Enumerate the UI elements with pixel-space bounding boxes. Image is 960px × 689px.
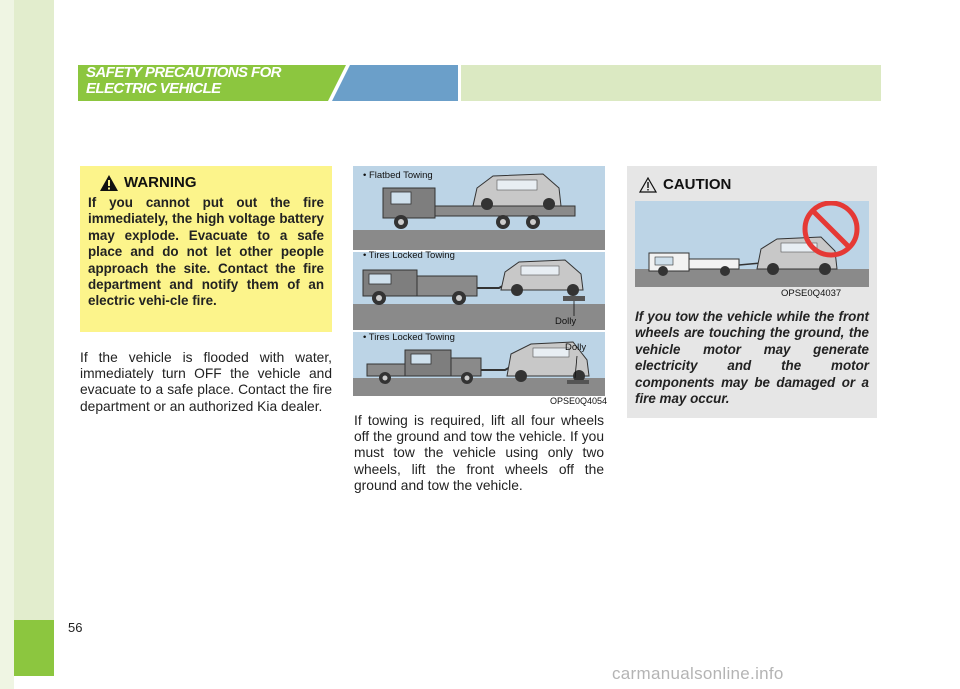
- warning-header: [100, 174, 324, 191]
- warning-box: [80, 166, 332, 332]
- dolly-label-1: Dolly: [555, 316, 577, 327]
- dolly-label-2: Dolly: [565, 342, 587, 353]
- section-title-line-2: ELECTRIC VEHICLE: [86, 80, 221, 97]
- flatbed-towing-label: • Flatbed Towing: [363, 170, 433, 181]
- section-title-line-1: SAFETY PRECAUTIONS FOR: [86, 64, 281, 81]
- tires-locked-towing-label-1: • Tires Locked Towing: [363, 250, 455, 261]
- warning-triangle-icon: [100, 175, 118, 191]
- header-bar-pale: [461, 65, 881, 101]
- section-title: [86, 65, 346, 97]
- caution-box: [627, 166, 877, 418]
- warning-title: WARNING: [124, 174, 197, 191]
- watermark: carmanualsonline.info: [612, 664, 784, 683]
- caution-header: [639, 176, 869, 193]
- side-color-band: [14, 0, 54, 676]
- tires-locked-towing-label-2: • Tires Locked Towing: [363, 332, 455, 343]
- towing-instruction-text: If towing is required, lift all four wheels off the ground and tow the vehicle. If you must tow the vehicle using only two wheels, lift the front wheels off the ground and tow the vehicle.: [354, 413, 604, 493]
- flood-instruction-text: If the vehicle is flooded with water, immediately turn OFF the vehicle and evacuate to a safe place. Contact the fire department or an authorized Kia dealer.: [80, 350, 332, 414]
- improper-towing-illustration: [635, 201, 869, 287]
- page-number: 56: [68, 620, 83, 635]
- warning-text: If you cannot put out the fire immediately, the high voltage battery may explode. Evacuate to a safe place and do not let other people approach the site. Contact the fire department and notify them of an electric vehi-cle fire.: [88, 195, 324, 309]
- caution-title: CAUTION: [663, 176, 732, 193]
- caution-text: If you tow the vehicle while the front wheels are touching the ground, the vehicle motor may generate electricity and the motor components may be damaged or a fire may occur.: [635, 309, 869, 407]
- left-margin-strip: [0, 0, 14, 689]
- page-number-tab: [14, 620, 54, 676]
- caution-triangle-icon: [639, 177, 657, 193]
- towing-illustration: [353, 166, 605, 408]
- towing-methods-figure: [353, 166, 608, 408]
- towing-figure-code: OPSE0Q4054: [550, 396, 608, 406]
- caution-figure-code: OPSE0Q4037: [781, 288, 842, 299]
